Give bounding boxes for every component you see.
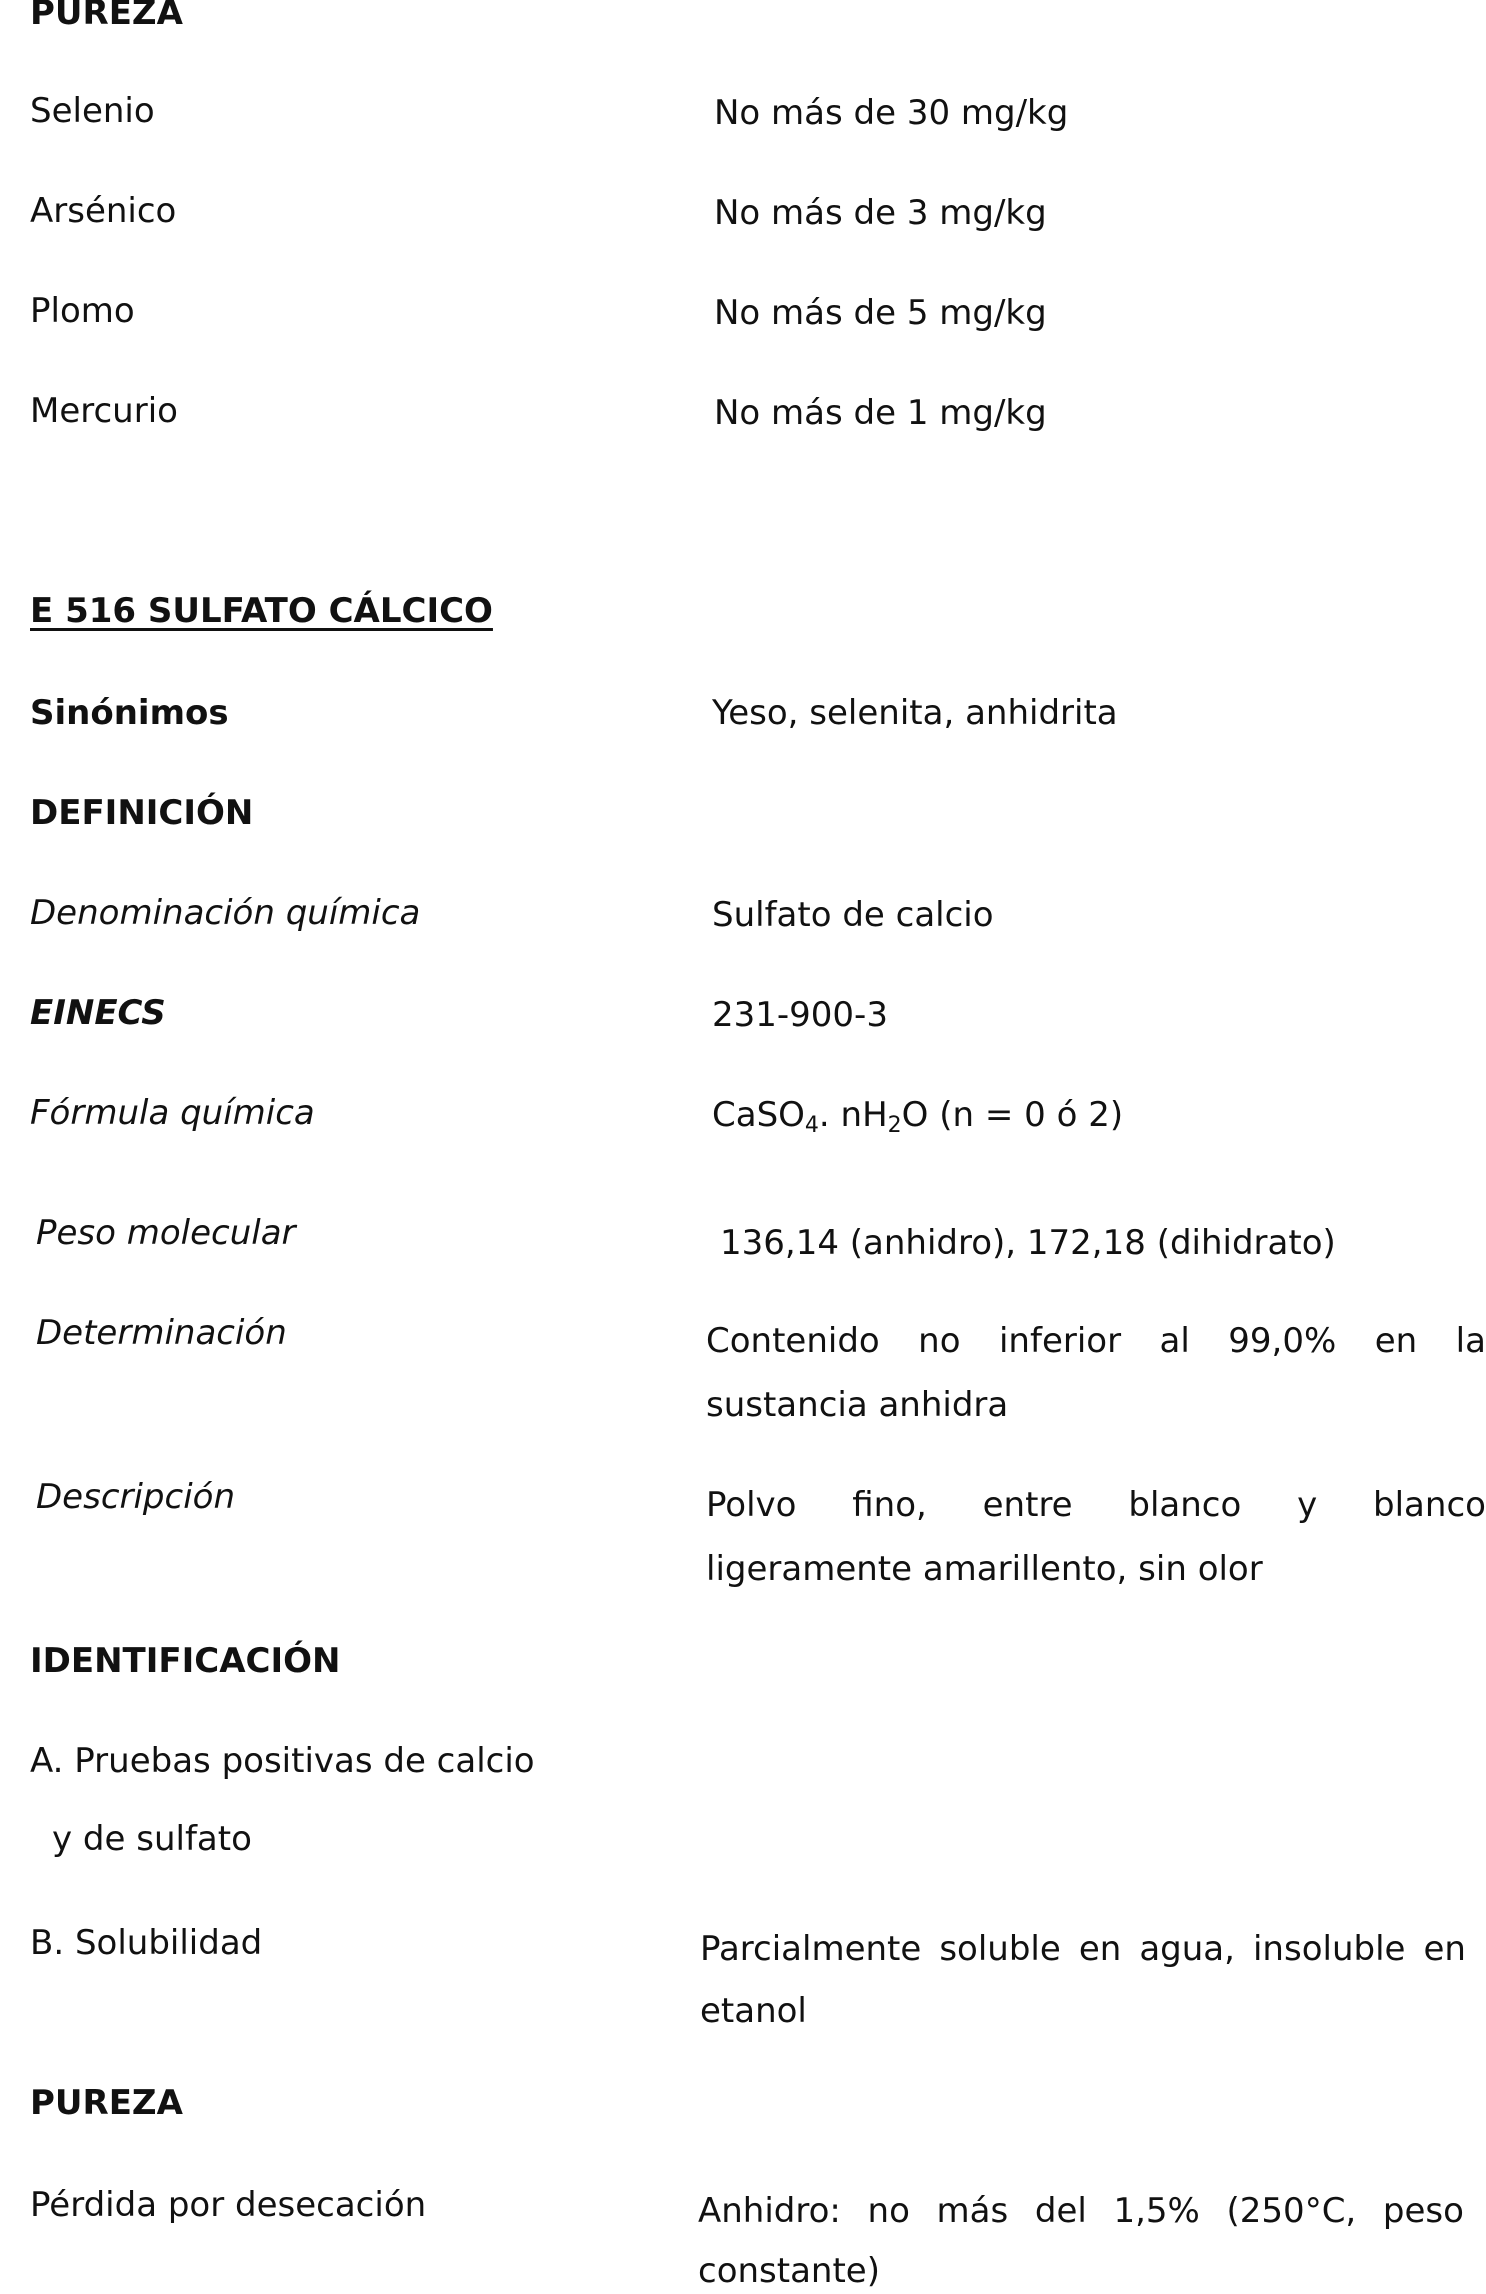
row-label-mercurio: Mercurio [30, 391, 178, 431]
ident-b-label: B. Solubilidad [30, 1923, 263, 1963]
description-word: y [1297, 1485, 1318, 1525]
formula-part-1: CaSO [712, 1095, 805, 1135]
description-word: fino, [852, 1485, 927, 1525]
synonyms-label: Sinónimos [30, 693, 229, 733]
formula-subscript-2: 2 [887, 1113, 902, 1138]
molecular-weight-value: 136,14 (anhidro), 172,18 (dihidrato) [720, 1223, 1336, 1263]
assay-word: Contenido [706, 1321, 880, 1361]
einecs-label: EINECS [30, 993, 166, 1033]
solubility-word: agua, [1139, 1929, 1235, 1969]
row-value-mercurio: No más de 1 mg/kg [714, 393, 1047, 433]
assay-word: no [918, 1321, 961, 1361]
solubility-word: insoluble [1252, 1929, 1406, 1969]
einecs-value: 231-900-3 [712, 995, 888, 1035]
solubility-word: soluble [939, 1929, 1061, 1969]
identification-heading: IDENTIFICACIÓN [30, 1641, 341, 1681]
formula-label: Fórmula química [30, 1093, 315, 1133]
ident-b-line-1 [700, 1929, 1466, 1969]
assay-label: Determinación [36, 1313, 287, 1353]
purity-heading-top: PUREZA [30, 0, 183, 33]
ident-a-line-1: A. Pruebas positivas de calcio [30, 1741, 535, 1781]
row-label-arsenico: Arsénico [30, 191, 177, 231]
row-value-plomo: No más de 5 mg/kg [714, 293, 1047, 333]
loss-word: no [867, 2191, 910, 2231]
solubility-word: en [1423, 1929, 1466, 1969]
row-label-plomo: Plomo [30, 291, 135, 331]
assay-line-2: sustancia anhidra [706, 1385, 1009, 1425]
formula-value [712, 1095, 1124, 1138]
chemical-name-label: Denominación química [30, 893, 421, 933]
ident-a-line-2: y de sulfato [52, 1819, 252, 1859]
row-value-selenio: No más de 30 mg/kg [714, 93, 1069, 133]
solubility-word: en [1078, 1929, 1122, 1969]
description-word: blanco [1373, 1485, 1486, 1525]
assay-word: en [1374, 1321, 1418, 1361]
description-label: Descripción [36, 1477, 236, 1517]
definition-heading: DEFINICIÓN [30, 793, 254, 833]
solubility-word: Parcialmente [700, 1929, 922, 1969]
description-word: entre [982, 1485, 1073, 1525]
description-word: Polvo [706, 1485, 797, 1525]
row-label-selenio: Selenio [30, 91, 155, 131]
chemical-name-value: Sulfato de calcio [712, 895, 994, 935]
loss-word: del [1034, 2191, 1087, 2231]
assay-line-1 [706, 1321, 1486, 1361]
purity-heading-bottom: PUREZA [30, 2083, 183, 2123]
loss-word: 1,5% [1113, 2191, 1200, 2231]
loss-on-drying-line-2: constante) [698, 2251, 880, 2291]
formula-part-2: . nH [818, 1095, 888, 1135]
formula-part-3: O (n = 0 ó 2) [901, 1095, 1124, 1135]
loss-word: peso [1382, 2191, 1464, 2231]
loss-word: más [936, 2191, 1009, 2231]
description-line-1 [706, 1485, 1486, 1525]
molecular-weight-label: Peso molecular [36, 1213, 296, 1253]
assay-word: la [1455, 1321, 1486, 1361]
ident-b-line-2: etanol [700, 1991, 807, 2031]
description-word: blanco [1128, 1485, 1242, 1525]
loss-on-drying-line-1 [698, 2191, 1464, 2231]
assay-word: 99,0% [1228, 1321, 1337, 1361]
row-value-arsenico: No más de 3 mg/kg [714, 193, 1047, 233]
assay-word: al [1159, 1321, 1190, 1361]
loss-word: (250°C, [1226, 2191, 1357, 2231]
assay-word: inferior [998, 1321, 1122, 1361]
section-title-e516: E 516 SULFATO CÁLCICO [30, 591, 493, 631]
loss-on-drying-label: Pérdida por desecación [30, 2185, 427, 2225]
loss-word: Anhidro: [698, 2191, 841, 2231]
description-line-2: ligeramente amarillento, sin olor [706, 1549, 1263, 1589]
formula-subscript-4: 4 [804, 1113, 819, 1138]
synonyms-value: Yeso, selenita, anhidrita [712, 693, 1118, 733]
